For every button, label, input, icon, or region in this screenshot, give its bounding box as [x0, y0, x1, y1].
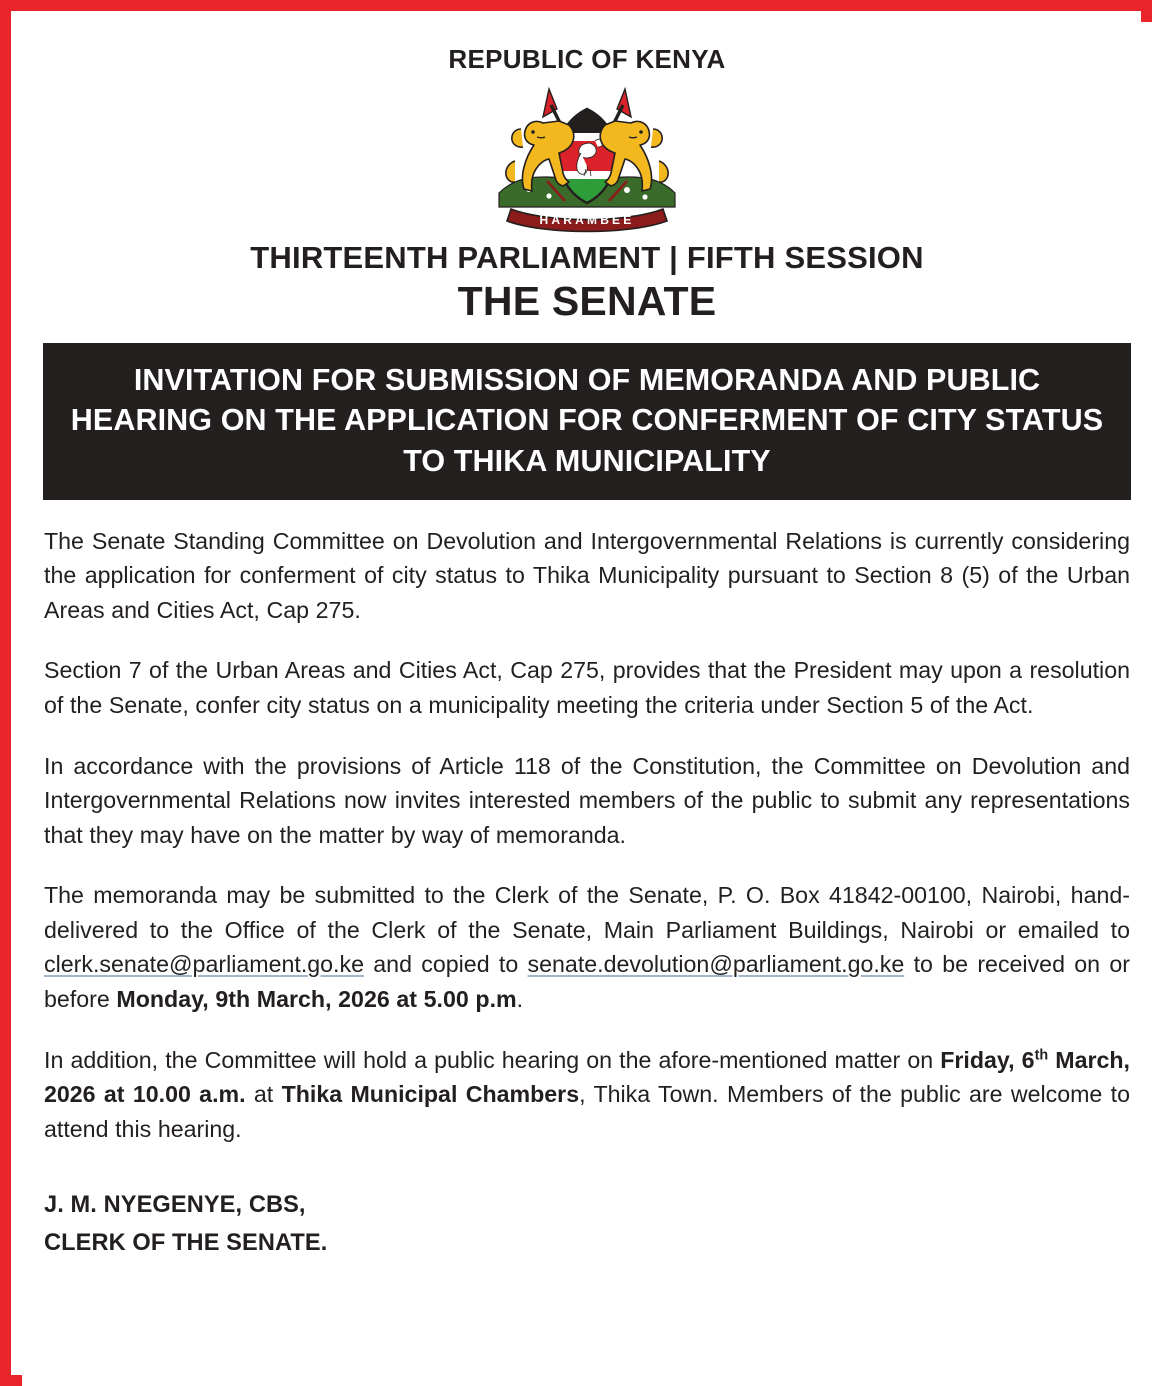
received-before-text: to be received on or before [44, 951, 1130, 1012]
paragraph-3: In accordance with the provisions of Article 118 of the Constitution, the Committee on Devolution and Intergovernmental Relations now invites interested members of the public to submit any representations that they may have on the matter by way of memoranda. [44, 752, 1130, 848]
notice-body [22, 524, 1152, 1263]
submission-intro-text: The memoranda may be submitted to the Clerk of the Senate, P. O. Box 41842-00100, Nairobi, hand-delivered to the Office of the Clerk of the Senate, Main Parliament Buildings, Nairobi or emailed to [44, 882, 1130, 943]
hearing-date-ordinal: th [1034, 1046, 1049, 1063]
page-title: REPUBLIC OF KENYA [448, 44, 726, 74]
hearing-venue: Thika Municipal Chambers [281, 1081, 580, 1108]
hearing-intro-text: In addition, the Committee will hold a public hearing on the afore-mentioned matter on [44, 1046, 941, 1073]
signatory-role: CLERK OF THE SENATE. [44, 1230, 328, 1257]
hearing-date-day: Friday, 6 [940, 1046, 1035, 1073]
paragraph-4 [44, 878, 1130, 1016]
hearing-date-rest: March, 2026 at 10.00 a.m. [44, 1046, 1130, 1108]
coat-of-arms-icon [22, 81, 1152, 236]
notice-banner [43, 343, 1131, 500]
signature-block [44, 1186, 1130, 1262]
parliament-session-line: THIRTEENTH PARLIAMENT | FIFTH SESSION [250, 240, 924, 275]
paragraph-1: The Senate Standing Committee on Devolution and Intergovernmental Relations is currently considering the application for conferment of city status to Thika Municipality pursuant to Section 8 (5) of the Urban Areas and Cities Act, Cap 275. [44, 527, 1130, 623]
coat-of-arms-motto: HARAMBEE [539, 212, 635, 227]
devolution-email-link[interactable]: senate.devolution@parliament.go.ke [527, 951, 905, 978]
signatory-name: J. M. NYEGENYE, CBS, [44, 1192, 306, 1219]
clerk-email-link[interactable]: clerk.senate@parliament.go.ke [44, 951, 364, 978]
paragraph-2: Section 7 of the Urban Areas and Cities Act, Cap 275, provides that the President may upon a resolution of the Senate, confer city status on a municipality meeting the criteria under Section 5 of the Act. [44, 657, 1130, 718]
paragraph-5 [44, 1043, 1130, 1147]
hearing-outro-text: , Thika Town. Members of the public are welcome to attend this hearing. [44, 1081, 1130, 1142]
hearing-at-text: at [245, 1081, 282, 1108]
notice-banner-title: INVITATION FOR SUBMISSION OF MEMORANDA AND PUBLIC HEARING ON THE APPLICATION FOR CONFERMENT OF CITY STATUS TO THIKA MUNICIPALITY [70, 363, 1104, 478]
senate-heading: THE SENATE [457, 278, 717, 324]
paragraph-4-period: . [516, 985, 524, 1012]
notice-inner [22, 22, 1152, 1386]
copied-to-text: and copied to [363, 951, 528, 978]
submission-deadline: Monday, 9th March, 2026 at 5.00 p.m [116, 985, 517, 1012]
